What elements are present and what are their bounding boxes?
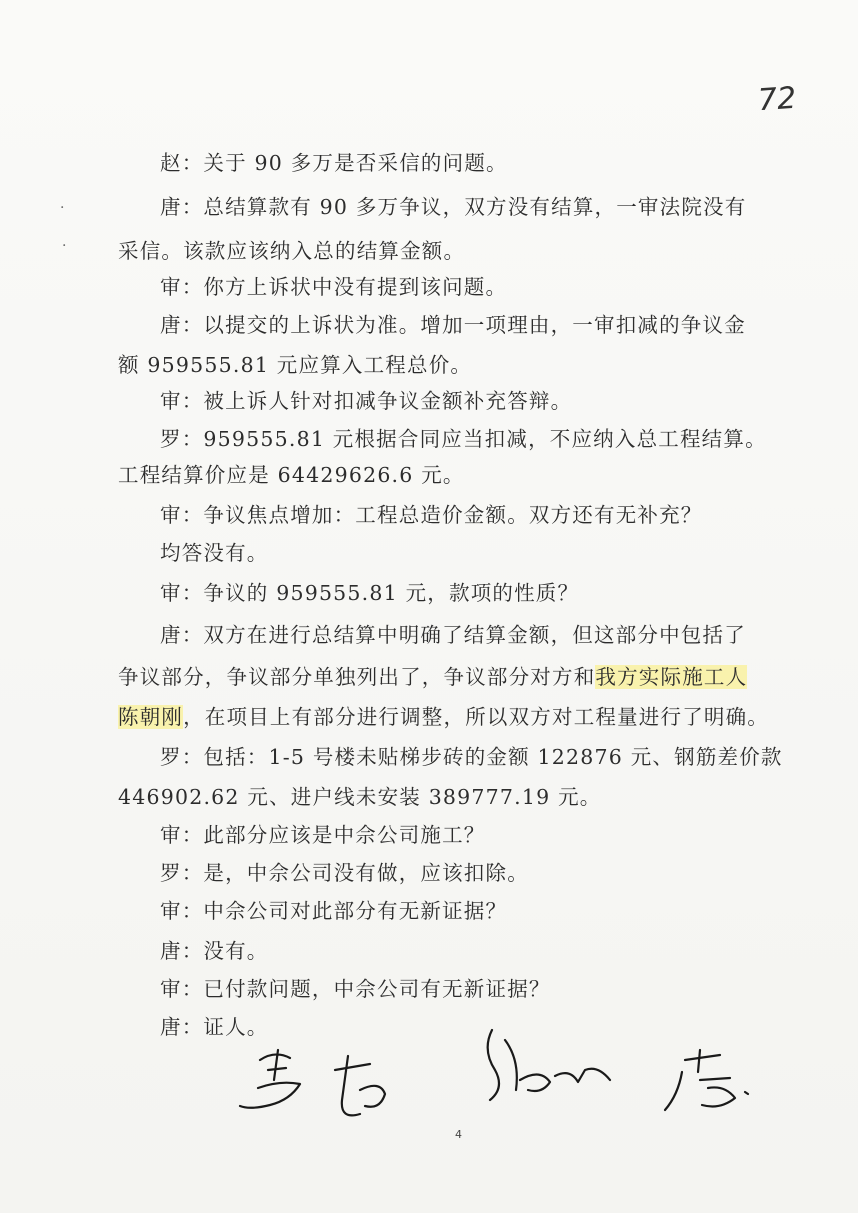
text-line: 工程结算价应是 64429626.6 元。 [118, 463, 465, 487]
text-line: 审：被上诉人针对扣减争议金额补充答辩。 [160, 389, 573, 413]
signature-4 [665, 1050, 748, 1110]
text-line: 审：此部分应该是中佘公司施工？ [160, 823, 486, 847]
text-line [118, 700, 769, 730]
text-line: 罗：959555.81 元根据合同应当扣减，不应纳入总工程结算。 [160, 427, 767, 451]
text-line: 审：争议焦点增加：工程总造价金额。双方还有无补充？ [160, 503, 703, 527]
text-line: 唐：总结算款有 90 多万争议，双方没有结算，一审法院没有 [160, 195, 747, 219]
text-line: 采信。该款应该纳入总的结算金额。 [118, 239, 466, 263]
margin-dot: · [62, 238, 67, 254]
text-line: 审：争议的 959555.81 元，款项的性质？ [160, 581, 580, 605]
text-line: 唐：没有。 [160, 939, 269, 963]
page-number: 4 [455, 1128, 462, 1141]
text-line: 罗：是，中佘公司没有做，应该扣除。 [160, 861, 529, 885]
signature-1 [240, 1050, 300, 1108]
text-line: 罗：包括：1-5 号楼未贴梯步砖的金额 122876 元、钢筋差价款 [160, 745, 783, 769]
text-line: 唐：证人。 [160, 1015, 269, 1039]
text-line: 赵：关于 90 多万是否采信的问题。 [160, 151, 508, 175]
text-line: 唐：双方在进行总结算中明确了结算金额，但这部分中包括了 [160, 623, 746, 647]
signature-2 [335, 1056, 385, 1115]
margin-dot: · [60, 200, 65, 216]
handwritten-page-mark: 72 [756, 80, 798, 119]
text-line: 审：已付款问题，中佘公司有无新证据？ [160, 977, 551, 1001]
handwritten-signatures [220, 1010, 780, 1130]
text-line: 额 959555.81 元应算入工程总价。 [118, 353, 473, 377]
signature-3 [488, 1030, 610, 1100]
highlighted-name: 陈朝刚 [118, 705, 184, 729]
text-line [118, 660, 747, 690]
highlighted-text: 我方实际施工人 [595, 665, 748, 689]
text-line: 审：中佘公司对此部分有无新证据？ [160, 899, 508, 923]
text-line: 均答没有。 [160, 541, 269, 565]
text-segment: ，在项目上有部分进行调整，所以双方对工程量进行了明确。 [183, 705, 770, 729]
text-line: 446902.62 元、进户线未安装 389777.19 元。 [118, 785, 602, 809]
text-line: 唐：以提交的上诉状为准。增加一项理由，一审扣减的争议金 [160, 313, 746, 337]
text-line: 审：你方上诉状中没有提到该问题。 [160, 275, 508, 299]
text-segment: 争议部分，争议部分单独列出了，争议部分对方和 [118, 665, 596, 689]
